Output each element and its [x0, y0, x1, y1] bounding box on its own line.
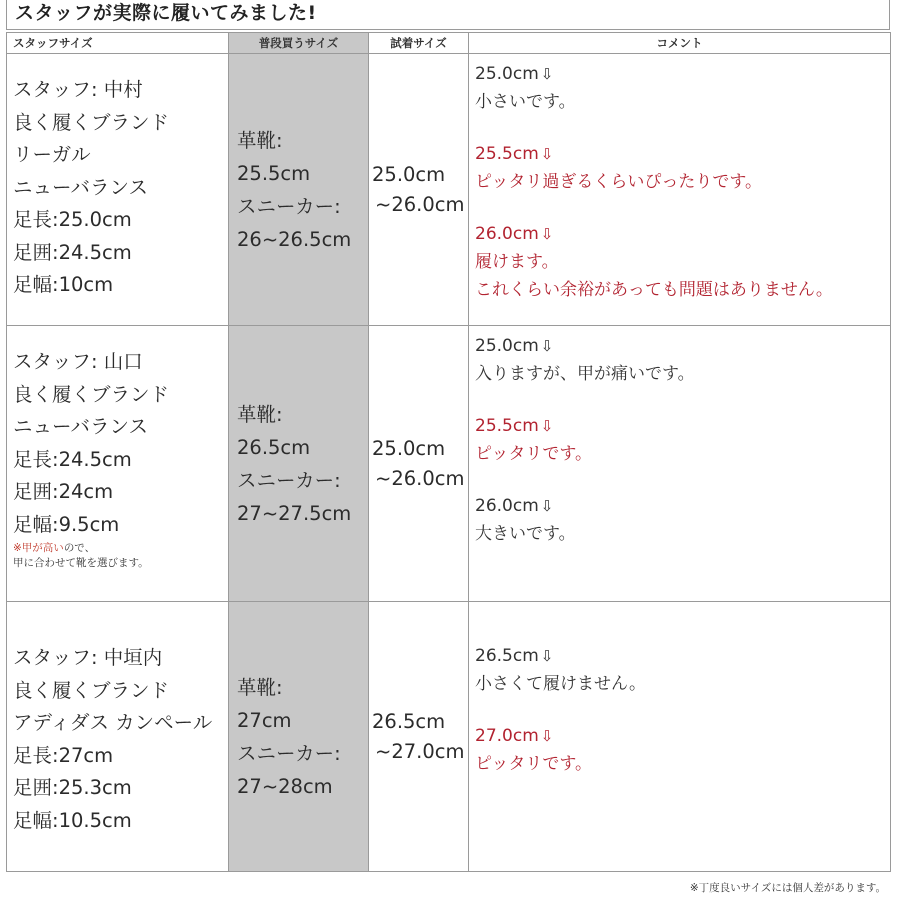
- header-usual-size: 普段買うサイズ: [229, 33, 369, 54]
- comment-cell: [469, 54, 891, 326]
- comment-size-value: 26.0cm: [475, 496, 539, 516]
- trial-size-to: ~27.0cm: [375, 739, 465, 763]
- sneakers-size: 26~26.5cm: [237, 227, 352, 251]
- foot-width: 足幅:10.5cm: [13, 808, 132, 832]
- footnote: ※丁度良いサイズには個人差があります。: [689, 882, 886, 894]
- staff-info-cell: [7, 602, 229, 872]
- comment-text: 履けます。: [475, 252, 559, 272]
- sneakers-label: スニーカー:: [237, 741, 341, 765]
- comment-size-value: 25.5cm: [475, 416, 539, 436]
- leather-shoes-label: 革靴:: [237, 128, 283, 152]
- comment-size-value: 27.0cm: [475, 726, 539, 746]
- comment-cell: [469, 326, 891, 602]
- down-arrow-icon: ⇩: [540, 497, 554, 515]
- staff-note-line: 甲に合わせて靴を選びます。: [13, 557, 149, 569]
- comment-size: [475, 722, 890, 750]
- foot-girth: 足囲:25.3cm: [13, 776, 132, 799]
- header-comment: コメント: [469, 33, 891, 54]
- comment-size: [475, 412, 890, 440]
- staff-note-rest: ので、: [63, 542, 96, 554]
- staff-note-line: [13, 541, 228, 556]
- leather-shoes-size: 27cm: [237, 708, 292, 732]
- header-trial-size: 試着サイズ: [369, 33, 469, 54]
- down-arrow-icon: ⇩: [540, 727, 554, 745]
- foot-length: 足長:27cm: [13, 743, 114, 767]
- comment-text: ピッタリです。: [475, 444, 592, 464]
- comment-size-value: 25.5cm: [475, 144, 539, 164]
- foot-length: 足長:24.5cm: [13, 447, 132, 471]
- sneakers-label: スニーカー:: [237, 468, 341, 492]
- brand-name: ニューバランス: [13, 175, 148, 199]
- staff-name: スタッフ: 中垣内: [13, 646, 163, 669]
- size-comparison-table: [6, 32, 891, 872]
- brand-name: アディダス カンペール: [13, 711, 213, 734]
- comment-size-value: 25.0cm: [475, 64, 539, 84]
- trial-size-to: ~26.0cm: [375, 466, 465, 490]
- staff-name: スタッフ: 山口: [13, 350, 143, 373]
- usual-size-cell: [229, 326, 369, 602]
- comment-size: [475, 642, 890, 670]
- comment-size: [475, 60, 890, 88]
- brand-name: リーガル: [13, 143, 91, 166]
- comment-text: これくらい余裕があっても問題はありません。: [475, 280, 833, 300]
- trial-size-from: 25.0cm: [372, 162, 446, 186]
- sneakers-size: 27~27.5cm: [237, 501, 352, 525]
- comment-size-value: 25.0cm: [475, 336, 539, 356]
- comment-size: [475, 140, 890, 168]
- comment-text: ピッタリです。: [475, 754, 592, 774]
- staff-note-highlight: ※甲が高い: [13, 542, 64, 554]
- table-row: [7, 326, 891, 602]
- title-bar: [6, 0, 890, 30]
- foot-girth: 足囲:24cm: [13, 480, 114, 503]
- foot-girth: 足囲:24.5cm: [13, 240, 132, 264]
- header-staff-size: スタッフサイズ: [7, 33, 229, 54]
- comment-size: [475, 332, 890, 360]
- page-title: スタッフが実際に履いてみました!: [15, 2, 317, 24]
- staff-info-cell: [7, 326, 229, 602]
- trial-size-from: 25.0cm: [372, 436, 446, 460]
- trial-size-cell: [369, 54, 469, 326]
- comment-text: 入りますが、甲が痛いです。: [475, 364, 695, 384]
- down-arrow-icon: ⇩: [540, 337, 554, 355]
- table-row: [7, 602, 891, 872]
- foot-width: 足幅:9.5cm: [13, 512, 120, 536]
- foot-width: 足幅:10cm: [13, 273, 114, 296]
- comment-text: 小さくて履けません。: [475, 674, 647, 694]
- down-arrow-icon: ⇩: [540, 647, 554, 665]
- comment-text: 大きいです。: [475, 524, 576, 544]
- brand-label: 良く履くブランド: [13, 382, 170, 406]
- foot-length: 足長:25.0cm: [13, 208, 132, 231]
- usual-size-cell: [229, 54, 369, 326]
- down-arrow-icon: ⇩: [540, 65, 554, 83]
- trial-size-cell: [369, 602, 469, 872]
- down-arrow-icon: ⇩: [540, 145, 554, 163]
- down-arrow-icon: ⇩: [540, 417, 554, 435]
- leather-shoes-label: 革靴:: [237, 675, 283, 699]
- sneakers-label: スニーカー:: [237, 194, 341, 218]
- sneakers-size: 27~28cm: [237, 774, 333, 798]
- trial-size-to: ~26.0cm: [375, 192, 465, 216]
- table-header-row: [7, 33, 891, 54]
- staff-name: スタッフ: 中村: [13, 78, 143, 101]
- comment-size-value: 26.0cm: [475, 224, 539, 244]
- usual-size-cell: [229, 602, 369, 872]
- leather-shoes-label: 革靴:: [237, 402, 283, 426]
- comment-size-value: 26.5cm: [475, 646, 539, 666]
- down-arrow-icon: ⇩: [540, 225, 554, 243]
- trial-size-cell: [369, 326, 469, 602]
- table-row: [7, 54, 891, 326]
- brand-label: 良く履くブランド: [13, 678, 170, 702]
- trial-size-from: 26.5cm: [372, 709, 446, 733]
- staff-info-cell: [7, 54, 229, 326]
- brand-name: ニューバランス: [13, 415, 148, 438]
- comment-size: [475, 220, 890, 248]
- leather-shoes-size: 25.5cm: [237, 161, 311, 185]
- comment-size: [475, 492, 890, 520]
- comment-text: 小さいです。: [475, 92, 576, 112]
- brand-label: 良く履くブランド: [13, 110, 170, 134]
- comment-text: ピッタリ過ぎるくらいぴったりです。: [475, 172, 762, 192]
- leather-shoes-size: 26.5cm: [237, 435, 311, 459]
- comment-cell: [469, 602, 891, 872]
